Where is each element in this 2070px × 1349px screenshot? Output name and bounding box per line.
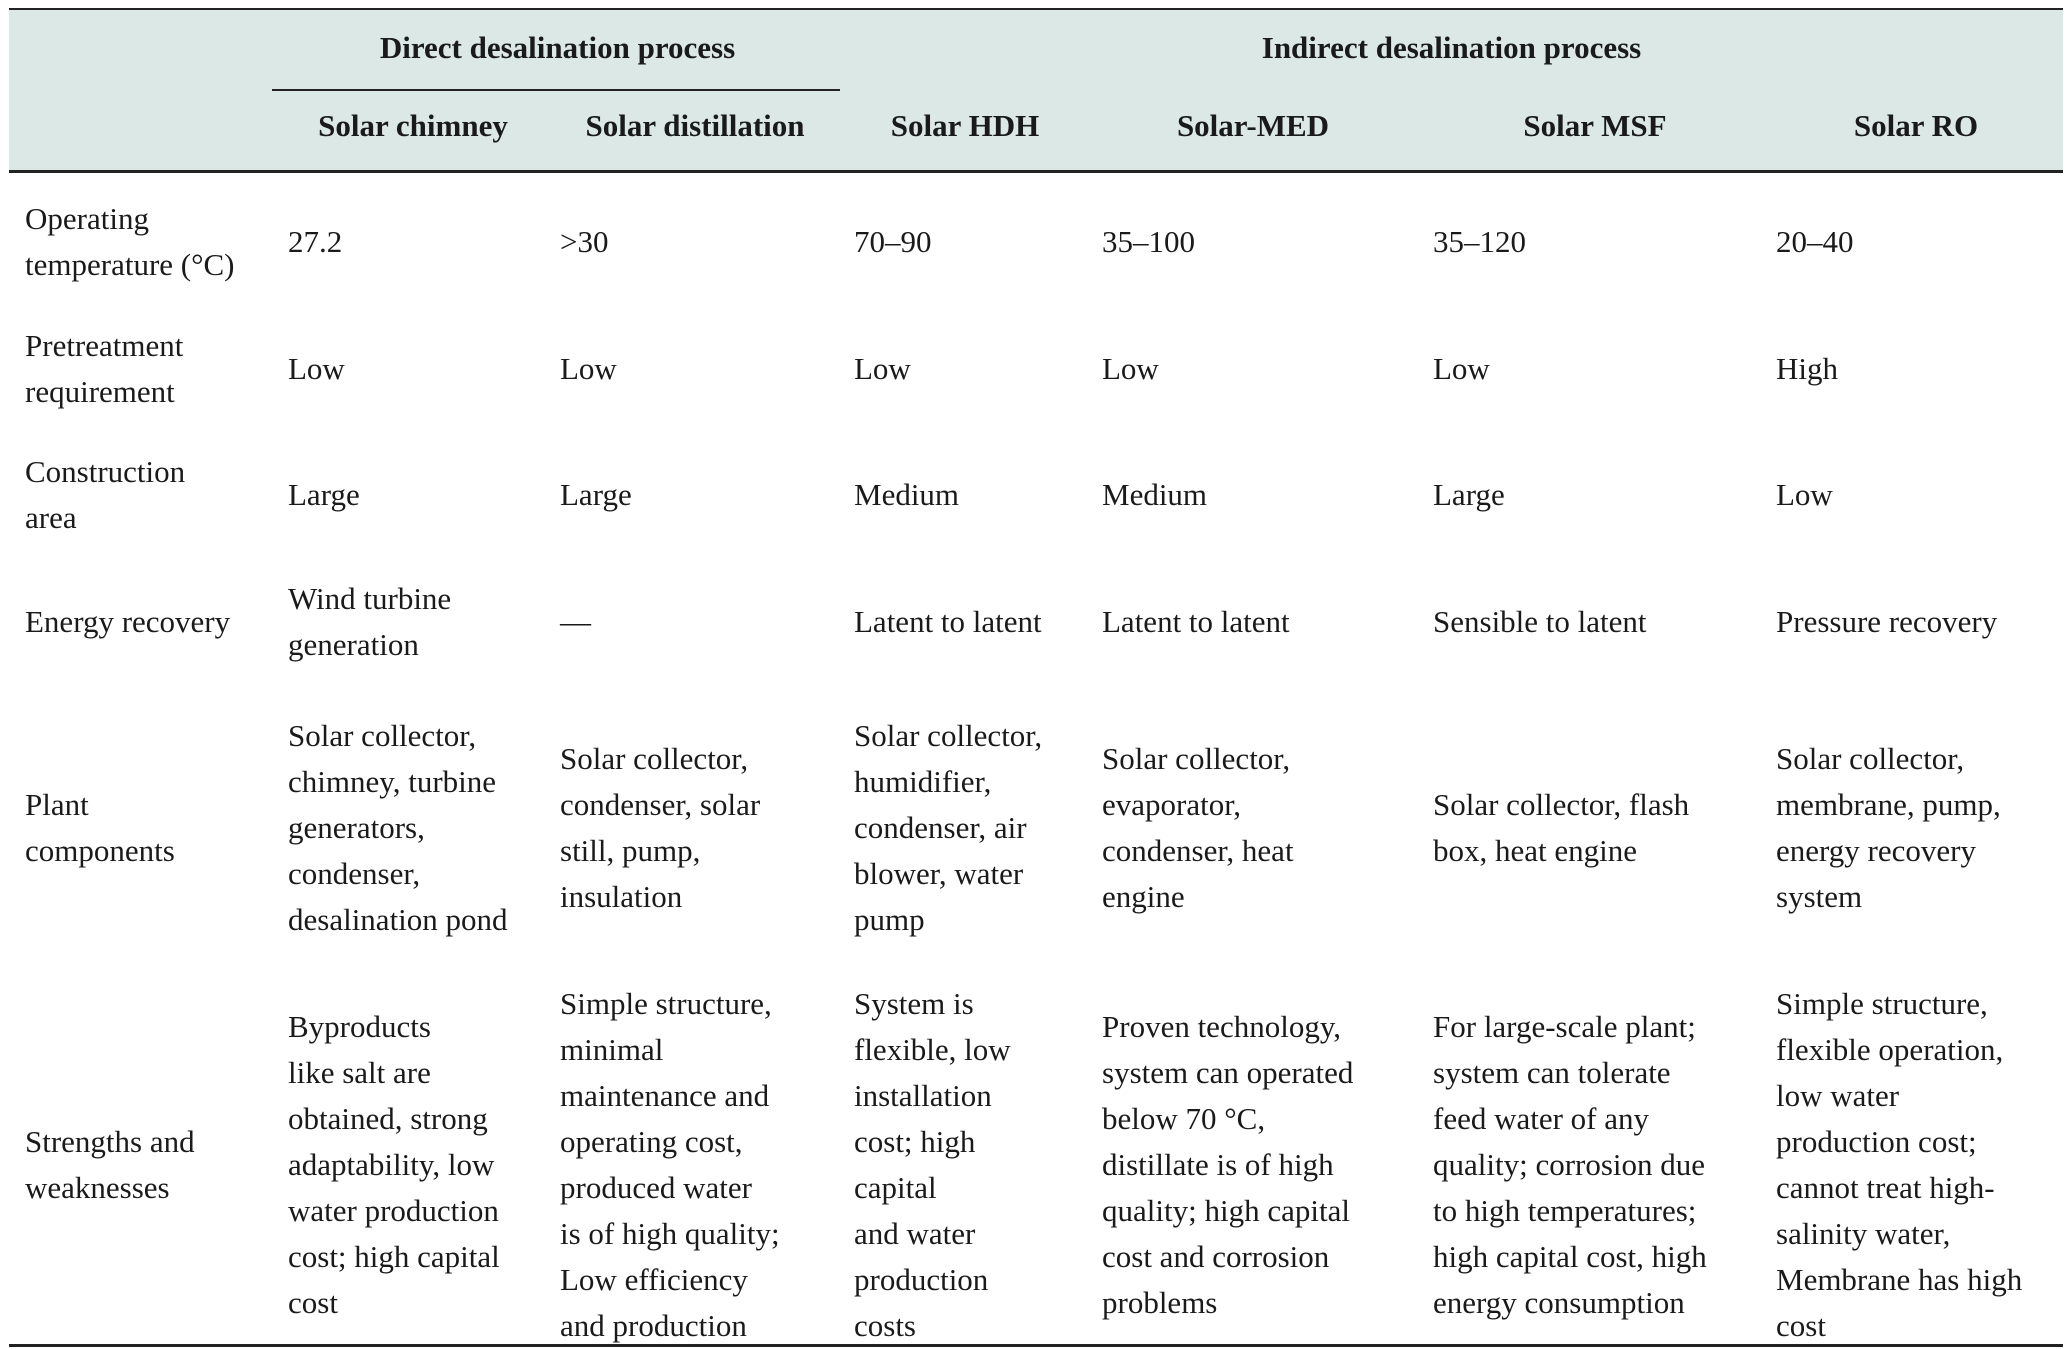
table-cell-solar-med	[1102, 736, 1294, 920]
cell-line: minimal	[560, 1032, 664, 1067]
cell-line: membrane, pump,	[1776, 787, 2001, 822]
table-cell-solar-med	[1102, 219, 1195, 265]
group-title-direct: Direct desalination process	[379, 30, 736, 65]
table-cell-solar-chimney	[288, 1004, 500, 1326]
cell-line: system can tolerate	[1433, 1055, 1671, 1090]
cell-line: like salt are	[288, 1055, 431, 1090]
cell-line: and production	[560, 1308, 747, 1343]
cell-line: Solar collector,	[1776, 741, 1965, 776]
table-cell-solar-distillation	[560, 219, 608, 265]
cell-line: Latent to latent	[854, 604, 1042, 639]
cell-line: Solar collector, flash	[1433, 787, 1690, 822]
cell-line: condenser, solar	[560, 787, 761, 822]
cell-line: Medium	[1102, 477, 1208, 512]
table-cell-solar-distillation	[560, 346, 617, 392]
table-cell-solar-med	[1102, 472, 1207, 518]
table-cell-solar-msf	[1433, 599, 1647, 645]
table-cell-solar-msf	[1433, 472, 1505, 518]
row-label	[25, 323, 275, 415]
cell-line: Construction	[25, 454, 186, 489]
table-cell-solar-distillation	[560, 599, 591, 645]
column-header-solar-med: Solar-MED	[1176, 108, 1330, 143]
cell-line: system can operated	[1102, 1055, 1354, 1090]
table-cell-solar-hdh	[854, 472, 959, 518]
cell-line: 35–120	[1433, 224, 1526, 259]
cell-line: condenser,	[288, 856, 421, 891]
table-cell-solar-med	[1102, 1004, 1353, 1326]
cell-line: Large	[1433, 477, 1505, 512]
cell-line: 70–90	[854, 224, 932, 259]
table-cell-solar-chimney	[288, 219, 342, 265]
cell-line: Low	[1776, 477, 1833, 512]
cell-line: low water	[1776, 1078, 1900, 1113]
cell-line: Operating	[25, 201, 149, 236]
row-label	[25, 196, 275, 288]
table-header	[9, 10, 2063, 170]
cell-line: temperature (°C)	[25, 247, 235, 282]
cell-line: components	[25, 833, 175, 868]
table-cell-solar-ro	[1776, 599, 1997, 645]
cell-line: energy recovery	[1776, 833, 1976, 868]
cell-line: 20–40	[1776, 224, 1854, 259]
table-cell-solar-ro	[1776, 346, 1838, 392]
cell-line: condenser, air	[854, 810, 1027, 845]
row-label	[25, 782, 275, 874]
column-header-solar-chimney: Solar chimney	[318, 108, 508, 143]
column-header-solar-hdh: Solar HDH	[890, 108, 1040, 143]
cell-line: Proven technology,	[1102, 1009, 1342, 1044]
cell-line: feed water of any	[1433, 1101, 1650, 1136]
cell-line: box, heat engine	[1433, 833, 1638, 868]
row-label	[25, 1119, 275, 1211]
cell-line: to high temperatures;	[1433, 1193, 1697, 1228]
cell-line: still, pump,	[560, 833, 701, 868]
cell-line: pump	[854, 902, 925, 937]
cell-line: generation	[288, 627, 419, 662]
table-cell-solar-distillation	[560, 981, 780, 1349]
cell-line: Large	[560, 477, 632, 512]
cell-line: evaporator,	[1102, 787, 1242, 822]
cell-line: Solar collector,	[560, 741, 749, 776]
header-bottom-rule	[9, 170, 2063, 173]
cell-line: Membrane has high	[1776, 1262, 2023, 1297]
row-label	[25, 449, 275, 541]
table-cell-solar-ro	[1776, 219, 1854, 265]
cell-line: and water	[854, 1216, 976, 1251]
table-cell-solar-distillation	[560, 736, 760, 920]
table-cell-solar-msf	[1433, 1004, 1707, 1326]
table-cell-solar-hdh	[854, 599, 1042, 645]
cell-line: insulation	[560, 879, 683, 914]
row-label	[25, 599, 275, 645]
cell-line: Simple structure,	[1776, 986, 1988, 1021]
table-cell-solar-msf	[1433, 346, 1490, 392]
group-title-indirect: Indirect desalination process	[1261, 30, 1642, 65]
cell-line: engine	[1102, 879, 1185, 914]
cell-line: Low	[560, 351, 617, 386]
cell-line: installation	[854, 1078, 992, 1113]
column-header-solar-msf: Solar MSF	[1523, 108, 1667, 143]
cell-line: cost; high capital	[288, 1239, 500, 1274]
cell-line: maintenance and	[560, 1078, 770, 1113]
table-cell-solar-chimney	[288, 346, 345, 392]
cell-line: chimney, turbine	[288, 764, 497, 799]
table-bottom-rule	[9, 1344, 2063, 1347]
table-cell-solar-hdh	[854, 346, 911, 392]
cell-line: cost	[288, 1285, 338, 1320]
cell-line: desalination pond	[288, 902, 508, 937]
cell-line: Plant	[25, 787, 89, 822]
table-cell-solar-ro	[1776, 981, 2022, 1349]
cell-line: Pressure recovery	[1776, 604, 1998, 639]
cell-line: adaptability, low	[288, 1147, 495, 1182]
table-cell-solar-med	[1102, 346, 1159, 392]
cell-line: cannot treat high-	[1776, 1170, 1995, 1205]
cell-line: cost; high	[854, 1124, 976, 1159]
cell-line: capital	[854, 1170, 937, 1205]
cell-line: below 70 °C,	[1102, 1101, 1266, 1136]
cell-line: High	[1776, 351, 1838, 386]
cell-line: Energy recovery	[25, 604, 231, 639]
cell-line: quality; corrosion due	[1433, 1147, 1706, 1182]
cell-line: production cost;	[1776, 1124, 1977, 1159]
cell-line: humidifier,	[854, 764, 992, 799]
table-cell-solar-hdh	[854, 219, 932, 265]
column-header-solar-distillation: Solar distillation	[585, 108, 805, 143]
cell-line: Byproducts	[288, 1009, 431, 1044]
cell-line: salinity water,	[1776, 1216, 1951, 1251]
cell-line: production	[854, 1262, 989, 1297]
cell-line: high capital cost, high	[1433, 1239, 1707, 1274]
cell-line: System is	[854, 986, 974, 1021]
cell-line: blower, water	[854, 856, 1024, 891]
cell-line: water production	[288, 1193, 499, 1228]
cell-line: Strengths and	[25, 1124, 195, 1159]
cell-line: distillate is of high	[1102, 1147, 1334, 1182]
cell-line: Low efficiency	[560, 1262, 748, 1297]
table-cell-solar-hdh	[854, 981, 1011, 1349]
cell-line: Simple structure,	[560, 986, 772, 1021]
table-cell-solar-med	[1102, 599, 1290, 645]
cell-line: >30	[560, 224, 609, 259]
cell-line: Wind turbine	[288, 581, 452, 616]
cell-line: cost	[1776, 1308, 1826, 1343]
cell-line: area	[25, 500, 77, 535]
cell-line: operating cost,	[560, 1124, 743, 1159]
table-cell-solar-msf	[1433, 782, 1689, 874]
cell-line: 35–100	[1102, 224, 1195, 259]
cell-line: Medium	[854, 477, 960, 512]
cell-line: problems	[1102, 1285, 1218, 1320]
cell-line: Solar collector,	[288, 718, 477, 753]
cell-line: is of high quality;	[560, 1216, 780, 1251]
cell-line: flexible, low	[854, 1032, 1011, 1067]
cell-line: Low	[288, 351, 345, 386]
cell-line: Pretreatment	[25, 328, 184, 363]
table-cell-solar-ro	[1776, 736, 2001, 920]
cell-line: requirement	[25, 374, 175, 409]
cell-line: quality; high capital	[1102, 1193, 1350, 1228]
table-cell-solar-ro	[1776, 472, 1833, 518]
table-cell-solar-distillation	[560, 472, 632, 518]
cell-line: generators,	[288, 810, 425, 845]
table-cell-solar-chimney	[288, 472, 360, 518]
cell-line: —	[560, 604, 591, 639]
cell-line: For large-scale plant;	[1433, 1009, 1696, 1044]
table-cell-solar-msf	[1433, 219, 1526, 265]
cell-line: cost and corrosion	[1102, 1239, 1330, 1274]
cell-line: Sensible to latent	[1433, 604, 1647, 639]
cell-line: produced water	[560, 1170, 752, 1205]
cell-line: Solar collector,	[1102, 741, 1291, 776]
cell-line: Solar collector,	[854, 718, 1043, 753]
table-cell-solar-hdh	[854, 713, 1042, 943]
cell-line: 27.2	[288, 224, 343, 259]
cell-line: flexible operation,	[1776, 1032, 2004, 1067]
cell-line: Latent to latent	[1102, 604, 1290, 639]
column-header-solar-ro: Solar RO	[1853, 108, 1979, 143]
group-rule-direct	[272, 89, 840, 91]
cell-line: Low	[854, 351, 911, 386]
cell-line: condenser, heat	[1102, 833, 1294, 868]
cell-line: system	[1776, 879, 1863, 914]
cell-line: Low	[1102, 351, 1159, 386]
cell-line: obtained, strong	[288, 1101, 488, 1136]
table-cell-solar-chimney	[288, 576, 451, 668]
table-cell-solar-chimney	[288, 713, 508, 943]
cell-line: weaknesses	[25, 1170, 170, 1205]
cell-line: energy consumption	[1433, 1285, 1685, 1320]
cell-line: Large	[288, 477, 360, 512]
cell-line: Low	[1433, 351, 1490, 386]
cell-line: costs	[854, 1308, 916, 1343]
